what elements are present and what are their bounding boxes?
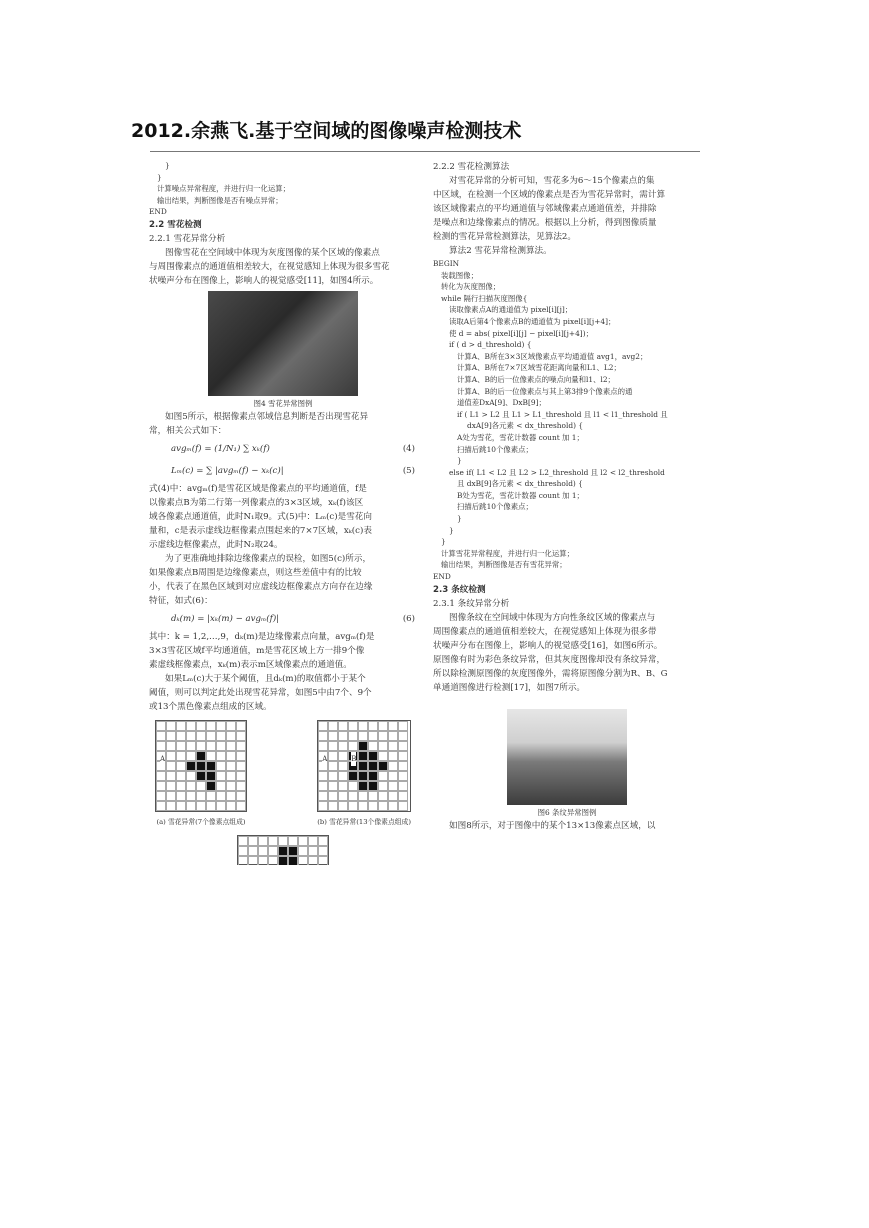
text-line: 或13个黑色像素点组成的区域。 bbox=[149, 701, 272, 712]
grid-cell bbox=[216, 801, 226, 811]
grid-cell bbox=[268, 856, 278, 865]
grid-cell bbox=[236, 721, 246, 731]
text-line: 算法2 雪花异常检测算法。 bbox=[449, 246, 552, 256]
text-line: 计算雪花异常程度，并进行归一化运算； bbox=[441, 548, 575, 558]
grid-cell bbox=[206, 721, 216, 731]
grid-cell bbox=[206, 731, 216, 741]
grid-cell bbox=[166, 741, 176, 751]
grid-cell bbox=[328, 721, 338, 731]
grid-cell bbox=[388, 721, 398, 731]
grid-cell bbox=[388, 761, 398, 771]
grid-cell bbox=[196, 801, 206, 811]
grid-cell bbox=[398, 751, 408, 761]
grid-cell bbox=[328, 751, 338, 761]
grid-cell bbox=[358, 721, 368, 731]
grid-cell bbox=[288, 836, 298, 846]
grid-cell bbox=[216, 751, 226, 761]
figure-5b bbox=[317, 720, 411, 829]
pixel-grid-b: A B bbox=[317, 720, 411, 812]
text-line: 是噪点和边缘像素点的情况。根据以上分析，得到图像质量 bbox=[433, 218, 657, 228]
grid-cell bbox=[236, 741, 246, 751]
text-line: 式(4)中：avgₘ(f)是雪花区域是像素点的平均通道值，f是 bbox=[149, 483, 367, 494]
grid-cell bbox=[368, 781, 378, 791]
text-line: 读取像素点A的通道值为 pixel[i][j]； bbox=[449, 305, 573, 315]
figure-5b-caption: (b) 雪花异常(13个像素点组成) bbox=[317, 817, 411, 826]
grid-cell bbox=[318, 721, 328, 731]
grid-cell bbox=[186, 751, 196, 761]
grid-cell bbox=[216, 721, 226, 731]
title-rule bbox=[150, 151, 700, 152]
text-line: 周围像素点的通道值相差较大，在视觉感知上体现为很多带 bbox=[433, 626, 657, 637]
grid-cell bbox=[196, 751, 206, 761]
grid-cell bbox=[358, 751, 368, 761]
grid-cell bbox=[176, 731, 186, 741]
grid-cell bbox=[378, 741, 388, 751]
text-line: 2.2.1 雪花异常分析 bbox=[149, 233, 226, 244]
grid-cell bbox=[238, 846, 248, 856]
grid-cell bbox=[176, 751, 186, 761]
figure-4-caption: 图4 雪花异常图例 bbox=[253, 398, 313, 408]
text-line: 为了更准确地排除边缘像素点的误检，如图5(c)所示， bbox=[165, 553, 372, 564]
grid-cell bbox=[156, 791, 166, 801]
grid-cell bbox=[176, 801, 186, 811]
text-line: 量和，c是表示虚线边框像素点围起来的7×7区域，xₖ(c)表 bbox=[149, 525, 372, 536]
grid-cell bbox=[186, 791, 196, 801]
text-line: 原图像有时为彩色条纹异常，但其灰度图像却没有条纹异常， bbox=[433, 654, 666, 665]
grid-cell bbox=[368, 731, 378, 741]
grid-cell bbox=[236, 801, 246, 811]
figure-6-image bbox=[507, 709, 627, 805]
text-line: A处为雪花，雪花计数器 count 加 1； bbox=[457, 432, 584, 442]
grid-cell bbox=[308, 856, 318, 865]
text-line: 计算A、B的后一位像素点与其上第3排9个像素点的通 bbox=[457, 386, 633, 396]
grid-cell bbox=[216, 761, 226, 771]
text-line: 转化为灰度图像； bbox=[441, 282, 501, 292]
grid-cell bbox=[156, 731, 166, 741]
grid-cell bbox=[388, 751, 398, 761]
grid-cell bbox=[368, 771, 378, 781]
grid-cell bbox=[348, 791, 358, 801]
grid-cell bbox=[368, 791, 378, 801]
text-line: 所以除检测原图像的灰度图像外，需将原图像分割为R、B、G bbox=[433, 668, 668, 679]
text-line: if ( d > d_threshold) { bbox=[449, 340, 532, 350]
text-line: 特征，如式(6)： bbox=[149, 595, 213, 606]
grid-cell bbox=[248, 836, 258, 846]
grid-cell bbox=[176, 771, 186, 781]
left-text-block-4 bbox=[149, 630, 417, 714]
grid-cell bbox=[338, 771, 348, 781]
grid-cell bbox=[226, 751, 236, 761]
text-line: 其中：k = 1,2,…,9，dₖ(m)是边缘像素点向量，avgₘ(f)是 bbox=[149, 631, 375, 642]
grid-cell bbox=[196, 771, 206, 781]
grid-cell bbox=[166, 801, 176, 811]
grid-cell bbox=[398, 721, 408, 731]
grid-cell bbox=[398, 761, 408, 771]
text-line: 中区域，在检测一个区域的像素点是否为雪花异常时，需计算 bbox=[433, 190, 666, 200]
text-line: 阈值，则可以判定此处出现雪花异常，如图5中由7个、9个 bbox=[149, 687, 372, 698]
grid-cell bbox=[328, 731, 338, 741]
grid-cell bbox=[368, 751, 378, 761]
grid-cell bbox=[176, 791, 186, 801]
pixel-grid-c bbox=[237, 835, 329, 865]
text-line: 计算噪点异常程度，并进行归一化运算； bbox=[157, 184, 291, 194]
grid-cell bbox=[216, 771, 226, 781]
grid-cell bbox=[156, 771, 166, 781]
right-column bbox=[433, 160, 701, 833]
text-line: 计算A、B所在7×7区域雪花距离向量和L1、L2； bbox=[457, 363, 621, 373]
grid-cell bbox=[248, 856, 258, 865]
grid-cell bbox=[236, 791, 246, 801]
grid-cell bbox=[226, 781, 236, 791]
grid-cell bbox=[318, 781, 328, 791]
text-line: 如果像素点B周围是边缘像素点，则这些差值中有的比较 bbox=[149, 567, 362, 578]
left-text-block-1 bbox=[149, 160, 417, 288]
text-line: END bbox=[433, 572, 451, 582]
text-line: 图像雪花在空间域中体现为灰度图像的某个区域的像素点 bbox=[165, 247, 380, 258]
grid-cell bbox=[258, 836, 268, 846]
grid-cell bbox=[368, 741, 378, 751]
pixel-grid-a: A bbox=[155, 720, 247, 812]
grid-cell bbox=[338, 731, 348, 741]
text-line: 3×3雪花区域f平均通道值，m是雪花区域上方一排9个像 bbox=[149, 645, 365, 656]
text-line: 与周围像素点的通道值相差较大，在视觉感知上体现为很多雪花 bbox=[149, 261, 390, 272]
text-line: } bbox=[449, 525, 454, 535]
grid-cell bbox=[156, 721, 166, 731]
grid-cell bbox=[238, 836, 248, 846]
grid-cell bbox=[338, 721, 348, 731]
text-line: END bbox=[149, 207, 167, 217]
grid-cell bbox=[226, 731, 236, 741]
left-text-block-2 bbox=[149, 410, 417, 438]
grid-cell bbox=[258, 846, 268, 856]
text-line: 以像素点B为第二行第一列像素点的3×3区域，xₖ(f)该区 bbox=[149, 497, 364, 508]
text-line: } bbox=[157, 172, 162, 182]
right-text-block-1 bbox=[433, 160, 701, 695]
text-line: 道值差DxA[9]、DxB[9]； bbox=[457, 398, 546, 408]
grid-cell bbox=[166, 751, 176, 761]
grid-cell bbox=[166, 761, 176, 771]
grid-cell bbox=[166, 771, 176, 781]
grid-cell bbox=[398, 771, 408, 781]
grid-cell bbox=[328, 781, 338, 791]
grid-cell bbox=[206, 771, 216, 781]
grid-cell bbox=[176, 761, 186, 771]
text-line: 输出结果，判断图像是否有噪点异常； bbox=[157, 195, 283, 205]
grid-cell bbox=[328, 801, 338, 811]
grid-cell bbox=[298, 846, 308, 856]
grid-cell bbox=[196, 721, 206, 731]
grid-cell bbox=[196, 761, 206, 771]
grid-cell bbox=[236, 751, 246, 761]
grid-cell bbox=[206, 751, 216, 761]
text-line: 2.3.1 条纹异常分析 bbox=[433, 598, 510, 609]
grid-cell bbox=[176, 741, 186, 751]
text-line: 扫描后跳10个像素点； bbox=[457, 502, 533, 512]
text-line: } bbox=[165, 161, 170, 170]
grid-cell bbox=[156, 801, 166, 811]
grid-cell bbox=[368, 801, 378, 811]
grid-cell bbox=[378, 721, 388, 731]
text-line: 如图5所示，根据像素点邻域信息判断是否出现雪花异 bbox=[165, 411, 369, 422]
grid-cell bbox=[368, 761, 378, 771]
grid-cell bbox=[378, 771, 388, 781]
text-line: 读取A后第4个像素点B的通道值为 pixel[i][j+4]； bbox=[449, 316, 616, 326]
grid-cell bbox=[226, 791, 236, 801]
grid-cell bbox=[238, 856, 248, 865]
grid-cell bbox=[308, 836, 318, 846]
text-line: 小，代表了在黑色区域到对应虚线边框像素点方向存在边缘 bbox=[149, 581, 373, 592]
grid-cell bbox=[176, 721, 186, 731]
grid-cell bbox=[388, 801, 398, 811]
grid-cell bbox=[288, 846, 298, 856]
grid-cell bbox=[186, 731, 196, 741]
grid-cell bbox=[216, 731, 226, 741]
text-line: 2.3 条纹检测 bbox=[433, 584, 486, 595]
grid-cell bbox=[156, 781, 166, 791]
grid-cell bbox=[278, 856, 288, 865]
figure-5-grids bbox=[149, 720, 417, 829]
grid-cell bbox=[226, 771, 236, 781]
text-line: 域各像素点通道值，此时N₁取9。式(5)中：Lₘ(c)是雪花向 bbox=[149, 511, 372, 522]
grid-cell bbox=[348, 801, 358, 811]
grid-cell bbox=[186, 781, 196, 791]
grid-cell bbox=[328, 771, 338, 781]
equation-6: dₖ(m) = |xₖ(m) − avgₘ(f)| (6) bbox=[171, 613, 415, 624]
grid-cell bbox=[338, 801, 348, 811]
grid-cell bbox=[186, 801, 196, 811]
grid-cell bbox=[348, 721, 358, 731]
grid-cell bbox=[216, 791, 226, 801]
grid-cell bbox=[328, 741, 338, 751]
figure-5a bbox=[155, 720, 247, 829]
grid-cell bbox=[338, 781, 348, 791]
grid-cell bbox=[388, 781, 398, 791]
left-column bbox=[149, 160, 417, 865]
grid-cell bbox=[186, 761, 196, 771]
grid-cell bbox=[358, 771, 368, 781]
text-line: 该区域像素点的平均通道值与邻域像素点通道值差，并排除 bbox=[433, 204, 657, 214]
grid-cell bbox=[176, 781, 186, 791]
grid-cell bbox=[398, 791, 408, 801]
grid-cell bbox=[348, 771, 358, 781]
grid-cell bbox=[398, 731, 408, 741]
grid-cell bbox=[378, 791, 388, 801]
document-title: 2012.余燕飞.基于空间域的图像噪声检测技术 bbox=[131, 120, 522, 142]
grid-cell bbox=[226, 741, 236, 751]
text-line: 对雪花异常的分析可知，雪花多为6～15个像素点的集 bbox=[449, 176, 655, 186]
grid-cell bbox=[348, 781, 358, 791]
grid-cell bbox=[318, 846, 328, 856]
text-line: 检测的雪花异常检测算法，见算法2。 bbox=[433, 232, 576, 242]
grid-cell bbox=[236, 771, 246, 781]
grid-cell bbox=[398, 801, 408, 811]
grid-cell bbox=[166, 791, 176, 801]
grid-cell bbox=[216, 781, 226, 791]
grid-cell bbox=[196, 741, 206, 751]
text-line: 状噪声分布在图像上，影响人的视觉感受[16]，如图6所示。 bbox=[433, 640, 663, 651]
grid-cell bbox=[328, 791, 338, 801]
text-line: if ( L1 > L2 且 L1 > L1_threshold 且 l1 < l1_threshold 且 bbox=[457, 409, 668, 419]
text-line: 2.2.2 雪花检测算法 bbox=[433, 162, 510, 172]
grid-cell bbox=[368, 721, 378, 731]
text-line: 单通道图像进行检测[17]，如图7所示。 bbox=[433, 682, 586, 693]
grid-cell bbox=[278, 846, 288, 856]
figure-5a-caption: (a) 雪花异常(7个像素点组成) bbox=[156, 817, 246, 826]
grid-cell bbox=[388, 771, 398, 781]
text-line: 素虚线框像素点，xₖ(m)表示m区域像素点的通道值。 bbox=[149, 659, 352, 670]
text-line: B处为雪花，雪花计数器 count 加 1； bbox=[457, 490, 584, 500]
grid-cell bbox=[358, 761, 368, 771]
text-line: 图像条纹在空间域中体现为方向性条纹区域的像素点与 bbox=[449, 612, 656, 623]
grid-cell bbox=[318, 741, 328, 751]
text-line: while 隔行扫描灰度图像{ bbox=[441, 293, 528, 303]
grid-cell bbox=[186, 771, 196, 781]
grid-cell bbox=[348, 731, 358, 741]
figure-5c bbox=[149, 835, 417, 865]
grid-cell bbox=[196, 781, 206, 791]
grid-cell bbox=[328, 761, 338, 771]
grid-cell bbox=[318, 771, 328, 781]
text-line: 且 dxB[9]各元素 < dx_threshold) { bbox=[457, 479, 583, 489]
grid-cell bbox=[348, 741, 358, 751]
text-line: dxA[9]各元素 < dx_threshold) { bbox=[467, 421, 584, 431]
grid-cell bbox=[318, 791, 328, 801]
left-text-block-3 bbox=[149, 482, 417, 608]
text-line: 状噪声分布在图像上，影响人的视觉感受[11]，如图4所示。 bbox=[149, 275, 379, 286]
text-line: BEGIN bbox=[433, 259, 460, 268]
grid-cell bbox=[166, 731, 176, 741]
text-line: 使 d = abs( pixel[i][j] − pixel[i][j+4])； bbox=[449, 328, 593, 338]
grid-cell bbox=[268, 846, 278, 856]
figure-4-image bbox=[208, 291, 358, 396]
equation-4: avgₘ(f) = (1/N₁) ∑ xₖ(f) (4) bbox=[171, 443, 415, 454]
text-line: 常，相关公式如下： bbox=[149, 425, 227, 436]
grid-cell bbox=[388, 731, 398, 741]
grid-cell bbox=[196, 791, 206, 801]
grid-cell bbox=[206, 801, 216, 811]
text-line: } bbox=[457, 514, 462, 524]
grid-cell bbox=[226, 801, 236, 811]
grid-cell bbox=[338, 751, 348, 761]
text-line: } bbox=[457, 456, 462, 466]
grid-cell bbox=[156, 741, 166, 751]
figure-6-caption: 图6 条纹异常图例 bbox=[537, 807, 597, 817]
grid-cell bbox=[206, 761, 216, 771]
text-line: else if( L1 < L2 且 L2 > L2_threshold 且 l2 < l2_threshold bbox=[449, 467, 665, 477]
grid-cell bbox=[236, 761, 246, 771]
grid-cell bbox=[388, 791, 398, 801]
text-line: 计算A、B所在3×3区域像素点平均通道值 avg1，avg2； bbox=[457, 351, 648, 361]
grid-cell bbox=[318, 856, 328, 865]
grid-cell bbox=[378, 801, 388, 811]
grid-cell bbox=[206, 781, 216, 791]
grid-cell bbox=[318, 731, 328, 741]
right-last-line: 如图8所示，对于图像中的某个13×13像素点区域，以 bbox=[449, 820, 656, 831]
grid-cell bbox=[258, 856, 268, 865]
grid-cell bbox=[216, 741, 226, 751]
grid-cell bbox=[358, 731, 368, 741]
grid-cell bbox=[378, 731, 388, 741]
grid-cell bbox=[378, 781, 388, 791]
grid-cell bbox=[308, 846, 318, 856]
grid-cell bbox=[226, 721, 236, 731]
grid-cell bbox=[338, 791, 348, 801]
grid-cell bbox=[298, 836, 308, 846]
text-line: 示虚线边框像素点，此时N₂取24。 bbox=[149, 539, 283, 550]
grid-cell bbox=[358, 741, 368, 751]
grid-cell bbox=[358, 791, 368, 801]
text-line: 如果Lₘ(c)大于某个阈值，且dₖ(m)的取值都小于某个 bbox=[165, 673, 366, 684]
grid-cell bbox=[398, 781, 408, 791]
grid-cell bbox=[268, 836, 278, 846]
grid-cell bbox=[196, 731, 206, 741]
grid-cell bbox=[288, 856, 298, 865]
grid-cell bbox=[166, 781, 176, 791]
grid-cell bbox=[378, 761, 388, 771]
text-line: 2.2 雪花检测 bbox=[149, 219, 202, 230]
grid-cell bbox=[226, 761, 236, 771]
grid-cell bbox=[358, 781, 368, 791]
grid-cell bbox=[338, 741, 348, 751]
grid-cell bbox=[206, 741, 216, 751]
grid-cell bbox=[318, 836, 328, 846]
text-line: 输出结果，判断图像是否有雪花异常； bbox=[441, 560, 567, 570]
grid-cell bbox=[166, 721, 176, 731]
grid-cell bbox=[236, 731, 246, 741]
text-line: 装载图像； bbox=[441, 270, 478, 280]
grid-cell bbox=[186, 741, 196, 751]
text-line: } bbox=[441, 537, 446, 547]
equation-5: Lₘ(c) = ∑ |avgₘ(f) − xₖ(c)| (5) bbox=[171, 465, 415, 476]
grid-cell bbox=[206, 791, 216, 801]
grid-cell bbox=[248, 846, 258, 856]
grid-cell bbox=[388, 741, 398, 751]
grid-cell bbox=[298, 856, 308, 865]
text-line: 扫描后跳10个像素点； bbox=[457, 444, 533, 454]
grid-cell bbox=[318, 801, 328, 811]
grid-cell bbox=[186, 721, 196, 731]
grid-cell bbox=[236, 781, 246, 791]
grid-cell bbox=[358, 801, 368, 811]
text-line: 计算A、B的后一位像素点的噪点向量和l1、l2； bbox=[457, 374, 615, 384]
grid-cell bbox=[378, 751, 388, 761]
grid-cell bbox=[338, 761, 348, 771]
grid-cell bbox=[398, 741, 408, 751]
grid-cell bbox=[278, 836, 288, 846]
